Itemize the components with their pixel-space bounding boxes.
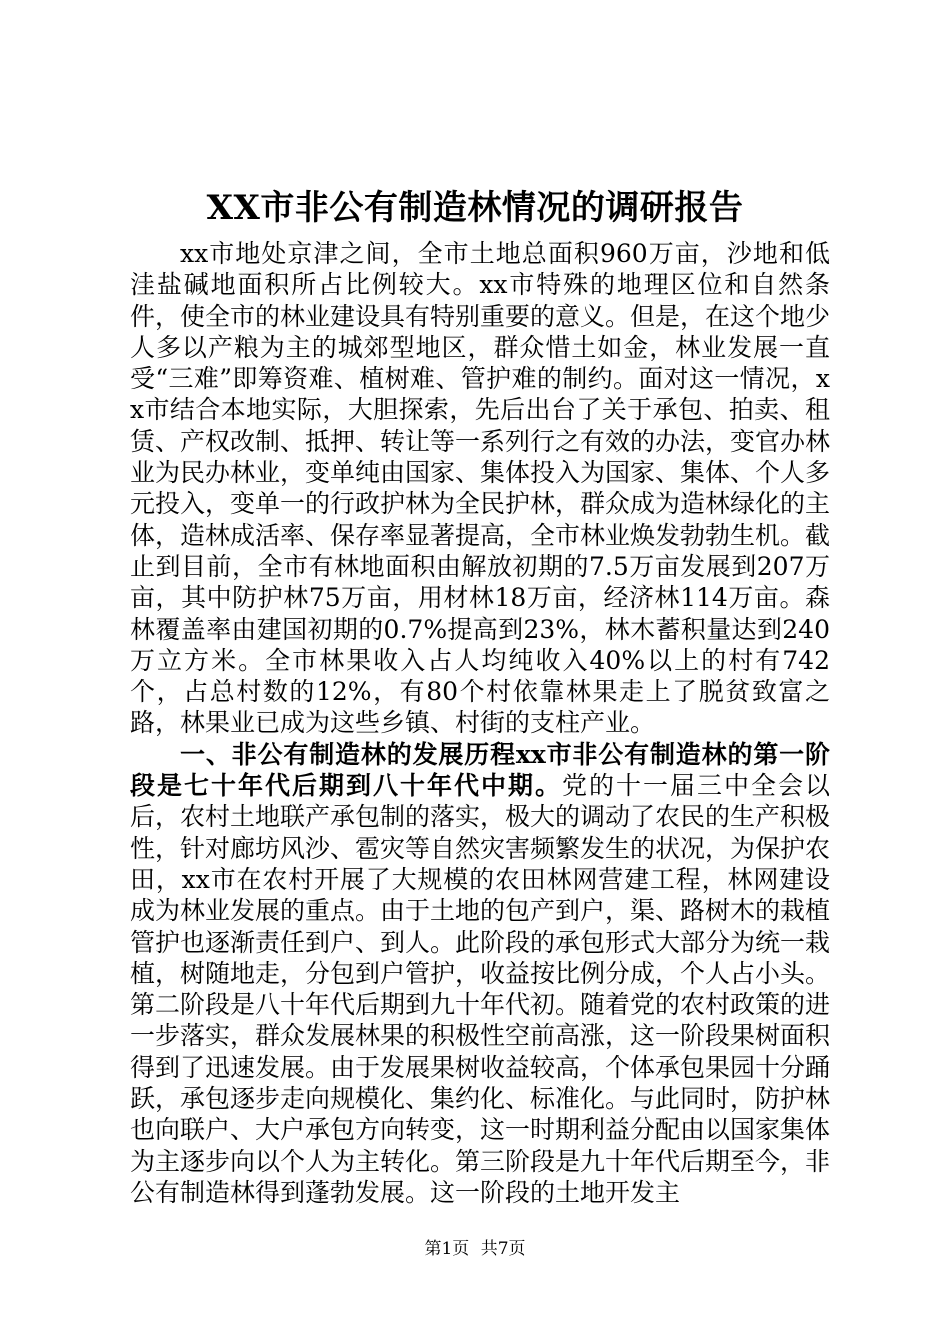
page-number-total: 共7页 [480,1239,526,1259]
section-1-heading: 一、非公有制造林的发展历程xx市非公有制造林的第一阶段是七十年代后期到八十年代中期。 [130,739,830,801]
page-footer [0,1237,950,1261]
paragraph-intro: xx市地处京津之间，全市土地总面积960万亩，沙地和低洼盐碱地面积所占比例较大。xx市特殊的地理区位和自然条件，使全市的林业建设具有特别重要的意义。但是，在这个地少人多以产粮为主的城郊型地区，群众惜土如金，林业发展一直受“三难”即筹资难、植树难、管护难的制约。面对这一情况，xx市结合本地实际，大胆探索，先后出台了关于承包、拍卖、租赁、产权改制、抵押、转让等一系列行之有效的办法，变官办林业为民办林业，变单纯由国家、集体投入为国家、集体、个人多元投入，变单一的行政护林为全民护林，群众成为造林绿化的主体，造林成活率、保存率显著提高，全市林业焕发勃勃生机。截止到目前，全市有林地面积由解放初期的7.5万亩发展到207万亩，其中防护林75万亩，用材林18万亩，经济林114万亩。森林覆盖率由建国初期的0.7%提高到23%，林木蓄积量达到240万立方米。全市林果收入占人均纯收入40%以上的村有742个，占总村数的12%，有80个村依靠林果走上了脱贫致富之路，林果业已成为这些乡镇、村街的支柱产业。 [130,239,831,738]
document-body [130,238,830,1208]
page-number-current: 第1页 [424,1239,470,1259]
document-title: XX市非公有制造林情况的调研报告 [206,188,744,228]
section-1-body: 党的十一届三中全会以后，农村土地联产承包制的落实，极大的调动了农民的生产积极性，针对廊坊风沙、雹灾等自然灾害频繁发生的状况，为保护农田，xx市在农村开展了大规模的农田林网营建工程，林网建设成为林业发展的重点。由于土地的包产到户，渠、路树木的栽植管护也逐渐责任到户、到人。此阶段的承包形式大部分为统一栽植，树随地走，分包到户管护，收益按比例分成，个人占小头。第二阶段是八十年代后期到九十年代初。随着党的农村政策的进一步落实，群众发展林果的积极性空前高涨，这一阶段果树面积得到了迅速发展。由于发展果树收益较高，个体承包果园十分踊跃，承包逐步走向规模化、集约化、标准化。与此同时，防护林也向联户、大户承包方向转变，这一时期利益分配由以国家集体为主逐步向以个人为主转化。第三阶段是九十年代后期至今，非公有制造林得到蓬勃发展。这一阶段的土地开发主 [130,771,831,1207]
paragraph-section-1 [130,739,830,1208]
